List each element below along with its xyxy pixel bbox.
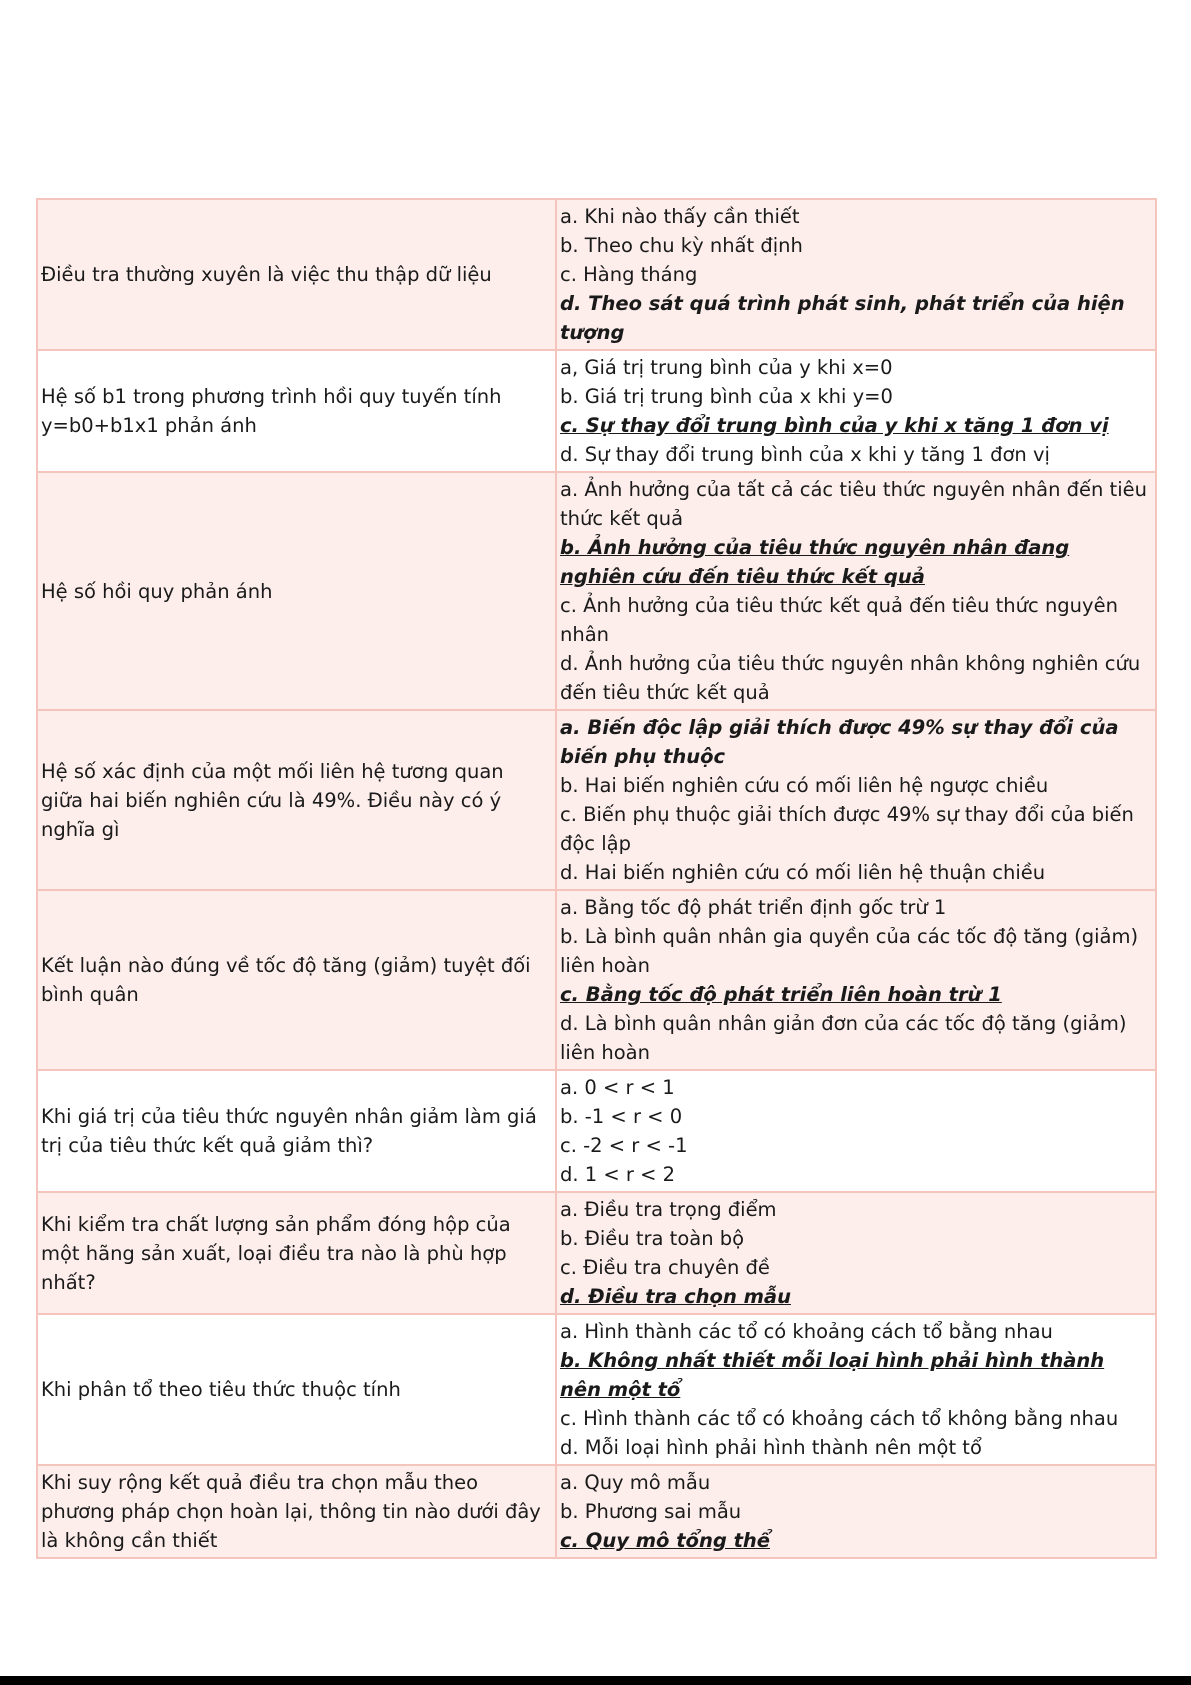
table-row	[37, 1192, 1156, 1314]
option-d: d. Ảnh hưởng của tiêu thức nguyên nhân không nghiên cứu đến tiêu thức kết quả	[560, 652, 1141, 704]
question-text: Khi giá trị của tiêu thức nguyên nhân giảm làm giá trị của tiêu thức kết quả giảm thì?	[37, 1070, 556, 1192]
answer-options	[556, 1314, 1156, 1465]
option-b: b. Phương sai mẫu	[560, 1500, 742, 1523]
option-b: b. Hai biến nghiên cứu có mối liên hệ ngược chiều	[560, 774, 1049, 797]
option-c: c. Hàng tháng	[560, 263, 698, 286]
answer-options	[556, 472, 1156, 710]
table-row	[37, 1314, 1156, 1465]
correct-option: b. Ảnh hưởng của tiêu thức nguyên nhân đang nghiên cứu đến tiêu thức kết quả	[560, 536, 1070, 588]
option-b: b. Là bình quân nhân gia quyền của các tốc độ tăng (giảm) liên hoàn	[560, 925, 1139, 977]
correct-option: c. Sự thay đổi trung bình của y khi x tăng 1 đơn vị	[560, 414, 1109, 437]
option-c: c. Ảnh hưởng của tiêu thức kết quả đến tiêu thức nguyên nhân	[560, 594, 1118, 646]
table-row	[37, 199, 1156, 350]
question-text: Khi phân tổ theo tiêu thức thuộc tính	[37, 1314, 556, 1465]
correct-option: c. Bằng tốc độ phát triển liên hoàn trừ 1	[560, 983, 1002, 1006]
option-d: d. Hai biến nghiên cứu có mối liên hệ thuận chiều	[560, 861, 1046, 884]
correct-option: d. Điều tra chọn mẫu	[560, 1285, 791, 1308]
option-b: b. Theo chu kỳ nhất định	[560, 234, 803, 257]
option-d: d. 1 < r < 2	[560, 1163, 676, 1186]
question-text: Khi suy rộng kết quả điều tra chọn mẫu theo phương pháp chọn hoàn lại, thông tin nào dưới đây là không cần thiết	[37, 1465, 556, 1558]
option-a: a. Quy mô mẫu	[560, 1471, 711, 1494]
question-text: Hệ số xác định của một mối liên hệ tương quan giữa hai biến nghiên cứu là 49%. Điều này có ý nghĩa gì	[37, 710, 556, 890]
option-b: b. -1 < r < 0	[560, 1105, 683, 1128]
question-text: Điều tra thường xuyên là việc thu thập dữ liệu	[37, 199, 556, 350]
table-row	[37, 710, 1156, 890]
answer-options	[556, 350, 1156, 472]
table-row	[37, 350, 1156, 472]
answer-options	[556, 890, 1156, 1070]
question-text: Khi kiểm tra chất lượng sản phẩm đóng hộp của một hãng sản xuất, loại điều tra nào là phù hợp nhất?	[37, 1192, 556, 1314]
option-a: a, Giá trị trung bình của y khi x=0	[560, 356, 893, 379]
option-c: c. Biến phụ thuộc giải thích được 49% sự thay đổi của biến độc lập	[560, 803, 1134, 855]
option-c: c. Điều tra chuyên đề	[560, 1256, 770, 1279]
option-c: c. -2 < r < -1	[560, 1134, 688, 1157]
correct-option: a. Biến độc lập giải thích được 49% sự thay đổi của biến phụ thuộc	[560, 716, 1119, 768]
quiz-table	[36, 198, 1157, 1559]
question-text: Hệ số b1 trong phương trình hồi quy tuyến tính y=b0+b1x1 phản ánh	[37, 350, 556, 472]
option-a: a. Bằng tốc độ phát triển định gốc trừ 1	[560, 896, 947, 919]
correct-option: d. Theo sát quá trình phát sinh, phát triển của hiện tượng	[560, 292, 1125, 344]
option-d: d. Sự thay đổi trung bình của x khi y tăng 1 đơn vị	[560, 443, 1050, 466]
option-d: d. Là bình quân nhân giản đơn của các tốc độ tăng (giảm) liên hoàn	[560, 1012, 1127, 1064]
option-b: b. Điều tra toàn bộ	[560, 1227, 745, 1250]
option-b: b. Giá trị trung bình của x khi y=0	[560, 385, 893, 408]
table-row	[37, 890, 1156, 1070]
answer-options	[556, 1070, 1156, 1192]
option-c: c. Hình thành các tổ có khoảng cách tổ không bằng nhau	[560, 1407, 1119, 1430]
correct-option: c. Quy mô tổng thể	[560, 1529, 770, 1552]
question-text: Hệ số hồi quy phản ánh	[37, 472, 556, 710]
option-a: a. Ảnh hưởng của tất cả các tiêu thức nguyên nhân đến tiêu thức kết quả	[560, 478, 1147, 530]
option-a: a. Điều tra trọng điểm	[560, 1198, 777, 1221]
correct-option: b. Không nhất thiết mỗi loại hình phải hình thành nên một tổ	[560, 1349, 1105, 1401]
option-a: a. 0 < r < 1	[560, 1076, 675, 1099]
table-row	[37, 1465, 1156, 1558]
question-text: Kết luận nào đúng về tốc độ tăng (giảm) tuyệt đối bình quân	[37, 890, 556, 1070]
bottom-edge-bar	[0, 1676, 1191, 1685]
answer-options	[556, 710, 1156, 890]
option-a: a. Khi nào thấy cần thiết	[560, 205, 800, 228]
table-row	[37, 472, 1156, 710]
option-a: a. Hình thành các tổ có khoảng cách tổ bằng nhau	[560, 1320, 1053, 1343]
table-row	[37, 1070, 1156, 1192]
option-d: d. Mỗi loại hình phải hình thành nên một tổ	[560, 1436, 982, 1459]
answer-options	[556, 1465, 1156, 1558]
answer-options	[556, 1192, 1156, 1314]
answer-options	[556, 199, 1156, 350]
